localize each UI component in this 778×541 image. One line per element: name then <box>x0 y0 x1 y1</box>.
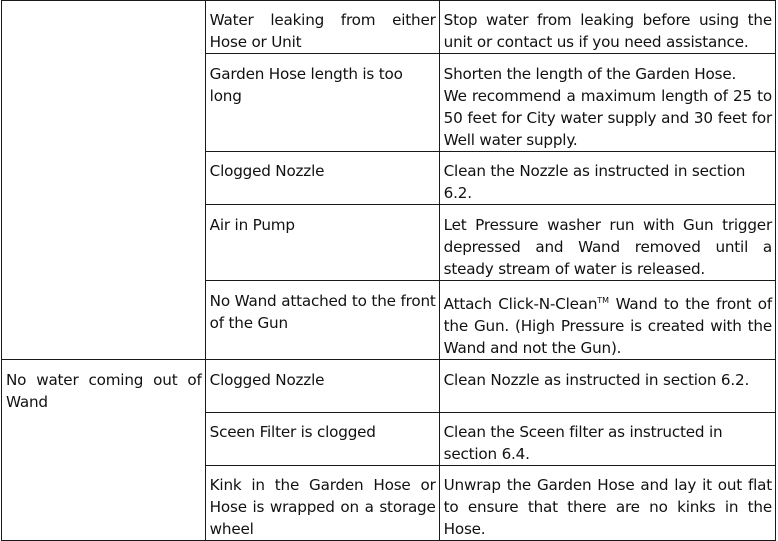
cause-text: Water leaking from either Hose or Unit <box>209 11 436 51</box>
table-row <box>2 1 776 54</box>
cause-text: Clogged Nozzle <box>209 162 325 180</box>
solution-cell <box>439 1 775 54</box>
cause-cell <box>205 152 439 205</box>
solution-cell <box>439 54 775 152</box>
symptom-text: No water coming out of Wand <box>6 371 202 411</box>
solution-text-end: Wand to the front of the Gun. (High Pressure is created with the Wand and not the Gun). <box>443 295 772 357</box>
solution-text: Shorten the length of the Garden Hose. <box>443 65 737 83</box>
symptom-cell-empty <box>2 1 206 360</box>
solution-text: Clean the Nozzle as instructed in section 6.2. <box>443 162 746 202</box>
solution-text: Clean Nozzle as instructed in section 6.2. <box>443 371 750 389</box>
cause-cell <box>205 360 439 413</box>
troubleshooting-table <box>1 0 776 541</box>
solution-text: Unwrap the Garden Hose and lay it out flat to ensure that there are no kinks in the Hose. <box>443 476 772 538</box>
solution-text: Let Pressure washer run with Gun trigger depressed and Wand removed until a steady stream of water is released. <box>443 216 772 278</box>
cause-cell <box>205 466 439 541</box>
cause-text: Clogged Nozzle <box>209 371 325 389</box>
solution-cell <box>439 281 775 360</box>
solution-cell <box>439 413 775 466</box>
cause-text: Garden Hose length is too long <box>209 65 403 105</box>
solution-cell <box>439 466 775 541</box>
solution-cell <box>439 360 775 413</box>
cause-cell <box>205 205 439 281</box>
cause-cell <box>205 54 439 152</box>
solution-cell <box>439 152 775 205</box>
symptom-cell <box>2 360 206 541</box>
solution-text-start: Attach Click-N-Clean <box>443 295 598 313</box>
solution-text: Stop water from leaking before using the unit or contact us if you need assistance. <box>443 11 772 51</box>
cause-cell <box>205 1 439 54</box>
solution-text <box>444 281 772 359</box>
solution-text-recommendation: We recommend a maximum length of 25 to 50 feet for City water supply and 30 feet for Well water supply. <box>443 87 772 149</box>
cause-text: Air in Pump <box>209 216 295 234</box>
cause-cell <box>205 281 439 360</box>
solution-cell <box>439 205 775 281</box>
solution-text: Clean the Sceen filter as instructed in section 6.4. <box>443 423 723 463</box>
table-row <box>2 360 776 413</box>
trademark-symbol: TM <box>597 296 610 305</box>
cause-cell <box>205 413 439 466</box>
cause-text: Sceen Filter is clogged <box>209 423 376 441</box>
cause-text: No Wand attached to the front of the Gun <box>209 292 436 332</box>
cause-text: Kink in the Garden Hose or Hose is wrapped on a storage wheel <box>209 476 436 538</box>
